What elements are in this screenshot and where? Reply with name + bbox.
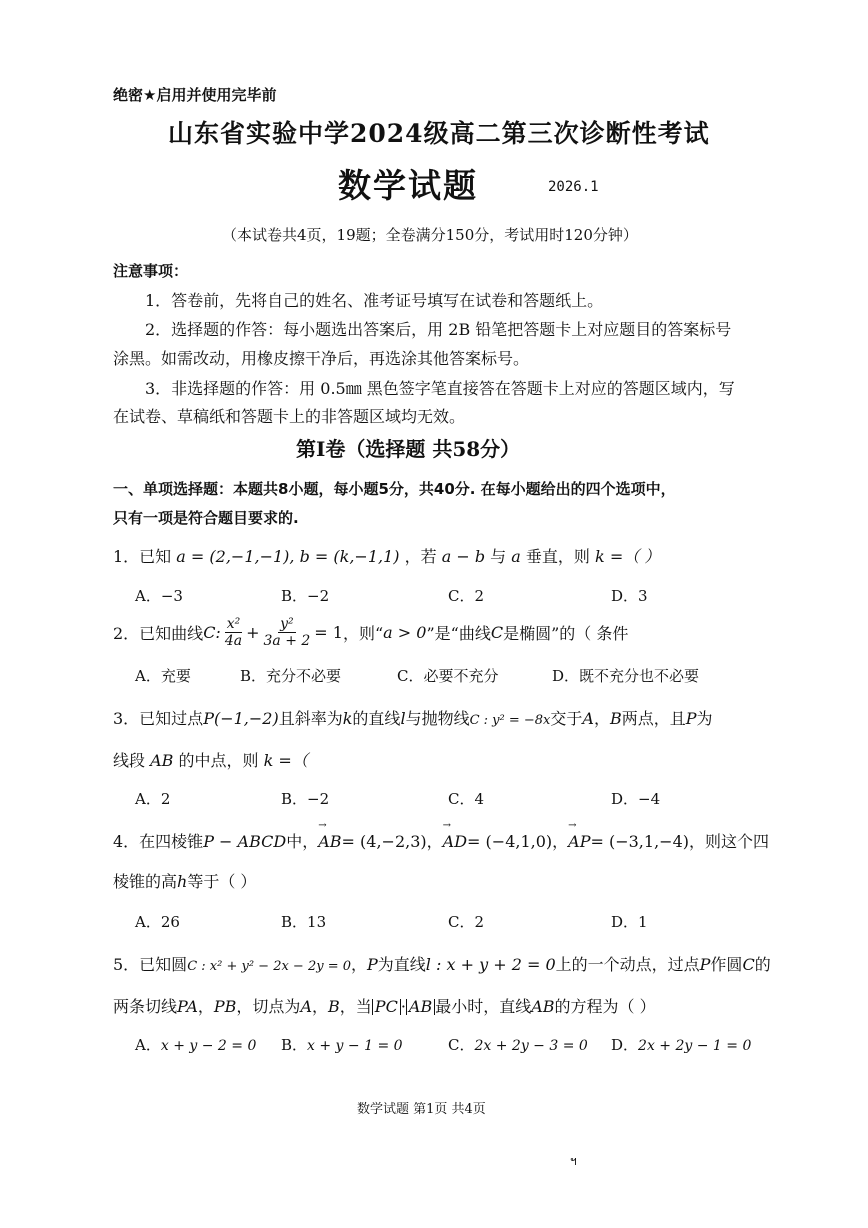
q3-parabola: C : y² = −8x <box>469 713 551 728</box>
q3-slope: k <box>342 709 353 728</box>
q4-pyramid: P − ABCD <box>203 832 287 851</box>
q5-tangent-pa: PA <box>177 997 198 1016</box>
corner-mark: ฯ <box>570 1154 577 1168</box>
q4-text: ，则这个四 <box>688 832 769 851</box>
q5-option-label: C． <box>448 1036 475 1054</box>
subject-title: 数学试题 <box>338 166 478 205</box>
q5-option-label: B． <box>281 1036 308 1054</box>
section-heading: 一、单项选择题：本题共8小题，每小题5分，共40分. 在每小题给出的四个选项中， <box>113 480 676 498</box>
note-item: 3．非选择题的作答：用 0.5㎜ 黑色签字笔直接答在答题卡上对应的答题区域内，写 <box>145 379 735 398</box>
q1-option-d: D．3 <box>611 587 648 605</box>
note-item: 在试卷、草稿纸和答题卡上的非答题区域均无效。 <box>113 407 466 426</box>
q4-text: 4．在四棱锥 <box>113 832 204 851</box>
q3-point-p2: P <box>685 709 697 728</box>
q4-text: ， <box>552 832 569 851</box>
question-5-stem-cont <box>113 994 656 1017</box>
q2-text: ”是“曲线 <box>426 624 491 643</box>
q5-text: ， <box>312 997 329 1016</box>
q1-text: ，若 <box>404 547 437 566</box>
question-4-stem-cont <box>113 869 256 892</box>
q4-vector-value: = (−4,1,0) <box>467 832 553 851</box>
q5-circle-c: C <box>742 955 755 974</box>
question-3-stem-cont <box>113 748 308 771</box>
q5-option-math: 2x + 2y − 1 = 0 <box>638 1038 752 1054</box>
q4-text: 等于（ ） <box>187 872 257 891</box>
question-2-stem <box>113 616 628 649</box>
q3-text: 与抛物线 <box>405 709 470 728</box>
note-item: 1．答卷前，先将自己的姓名、准考证号填写在试卷和答题纸上。 <box>145 291 604 310</box>
q4-vector-ap: → AP <box>568 832 590 851</box>
q3-segment: AB <box>150 751 174 770</box>
q5-text: ，切点为 <box>236 997 301 1016</box>
q4-option-a: A．26 <box>135 913 180 931</box>
q5-text: 的方程为（ ） <box>554 997 656 1016</box>
q5-text: 的 <box>754 955 771 974</box>
q5-text: ， <box>197 997 214 1016</box>
question-5-stem <box>113 952 771 975</box>
q4-text: ， <box>426 832 443 851</box>
q1-text: 1．已知 <box>113 547 172 566</box>
q5-abs-ab: AB <box>406 999 435 1015</box>
q2-option-d: D．既不充分也不必要 <box>552 667 700 685</box>
q3-point-p: P(−1,−2) <box>203 709 279 728</box>
q5-dot: · <box>400 997 406 1016</box>
q3-text: ， <box>593 709 610 728</box>
q3-text: 交于 <box>550 709 583 728</box>
exam-date: 2026.1 <box>548 179 599 195</box>
q5-abs-pc: PC <box>372 999 401 1015</box>
q2-fraction-x <box>223 616 244 649</box>
q5-option-math: x + y − 2 = 0 <box>160 1038 257 1054</box>
q2-plus: + <box>246 623 260 642</box>
q4-option-c: C．2 <box>448 913 485 931</box>
q2-frac-den: 4a <box>224 633 243 649</box>
q5-line-ab: AB <box>531 997 555 1016</box>
question-1-stem <box>113 544 660 567</box>
q4-option-d: D．1 <box>611 913 648 931</box>
q1-text: 垂直，则 <box>525 547 590 566</box>
q3-option-b: B．−2 <box>281 790 330 808</box>
q5-option-a <box>135 1034 256 1055</box>
note-item: 2．选择题的作答：每小题选出答案后，用 2B 铅笔把答题卡上对应题目的答案标号 <box>145 320 732 339</box>
q2-equals: = 1 <box>314 623 343 642</box>
note-item: 涂黑。如需改动，用橡皮擦干净后，再选涂其他答案标号。 <box>113 349 530 368</box>
part-title: 第Ⅰ卷（选择题 共58分） <box>296 437 521 461</box>
q5-option-math: x + y − 1 = 0 <box>307 1038 403 1054</box>
q4-vector-ab: → AB <box>318 832 341 851</box>
q1-answer-blank: k =（ ） <box>595 547 661 566</box>
q5-point-p: P <box>367 955 378 974</box>
q5-point-a: A <box>300 997 312 1016</box>
q1-option-c: C．2 <box>448 587 485 605</box>
q3-point-b: B <box>609 709 622 728</box>
q5-point-p2: P <box>699 955 711 974</box>
question-3-stem <box>113 706 713 729</box>
q2-frac-num: y² <box>280 616 294 632</box>
q3-text: 3．已知过点 <box>113 709 204 728</box>
q3-text: 的直线 <box>352 709 401 728</box>
q2-condition: a > 0 <box>383 623 427 642</box>
q5-text: 上的一个动点，过点 <box>555 955 700 974</box>
q3-point-a: A <box>582 709 594 728</box>
q1-vectors: a = (2,−1,−1), b = (k,−1,1) <box>176 547 400 566</box>
q5-option-d <box>611 1034 751 1055</box>
q4-text: 中， <box>286 832 319 851</box>
q5-point-b: B <box>328 997 340 1016</box>
q5-text: ， <box>351 955 368 974</box>
q2-curve-c: C <box>490 623 504 642</box>
q5-text: 两条切线 <box>113 997 178 1016</box>
q3-option-a: A．2 <box>135 790 171 808</box>
q4-vector-value: = (4,−2,3) <box>341 832 427 851</box>
q3-text: 的中点，则 <box>178 751 259 770</box>
q3-text: 为 <box>696 709 713 728</box>
question-4-stem <box>113 829 769 852</box>
exam-info: （本试卷共4页，19题；全卷满分150分，考试用时120分钟） <box>222 226 638 244</box>
q2-option-a: A．充要 <box>135 667 191 685</box>
q5-text: 为直线 <box>377 955 426 974</box>
q5-circle-eq: C : x² + y² − 2x − 2y = 0 <box>187 959 351 974</box>
q5-line-eq: l : x + y + 2 = 0 <box>425 955 556 974</box>
q3-text: 线段 <box>113 751 146 770</box>
q2-fraction-y <box>262 616 313 649</box>
q1-text: 与 <box>490 547 507 566</box>
q1-vector-diff: a − b <box>441 547 486 566</box>
q5-option-label: D． <box>611 1036 639 1054</box>
q4-vector-value: = (−3,1,−4) <box>590 832 689 851</box>
q3-text: 且斜率为 <box>278 709 343 728</box>
q2-frac-num: x² <box>226 616 241 632</box>
q1-option-a: A．−3 <box>135 587 183 605</box>
page-footer: 数学试题 第1页 共4页 <box>357 1102 486 1117</box>
q5-text: 5．已知圆 <box>113 955 188 974</box>
q4-height-h: h <box>177 872 188 891</box>
q5-text: ，当 <box>339 997 372 1016</box>
q2-text: ，则“ <box>342 624 384 643</box>
q3-option-c: C．4 <box>448 790 485 808</box>
q4-vector-ad: → AD <box>443 832 467 851</box>
section-heading-cont: 只有一项是符合题目要求的. <box>113 509 299 527</box>
q5-text: 最小时，直线 <box>435 997 532 1016</box>
q2-curve-name: C: <box>203 623 221 642</box>
q2-text: 2．已知曲线 <box>113 624 204 643</box>
q5-option-c <box>448 1034 588 1055</box>
q2-option-b: B．充分不必要 <box>240 667 342 685</box>
q3-line-l: l <box>400 709 406 728</box>
school-exam-title: 山东省实验中学2024级高二第三次诊断性考试 <box>168 119 710 148</box>
q5-option-label: A． <box>135 1036 161 1054</box>
q3-option-d: D．−4 <box>611 790 661 808</box>
q5-option-math: 2x + 2y − 3 = 0 <box>474 1038 588 1054</box>
q1-option-b: B．−2 <box>281 587 330 605</box>
confidential-label: 绝密★启用并使用完毕前 <box>113 86 277 104</box>
q5-option-b <box>281 1034 403 1055</box>
q3-answer-blank: k =（ <box>263 751 308 770</box>
q4-text: 棱锥的高 <box>113 872 178 891</box>
q5-tangent-pb: PB <box>213 997 237 1016</box>
q2-option-c: C．必要不充分 <box>397 667 499 685</box>
q4-option-b: B．13 <box>281 913 327 931</box>
q1-vector-a: a <box>511 547 521 566</box>
q2-text: 是椭圆”的（ 条件 <box>503 624 629 643</box>
q2-frac-den: 3a + 2 <box>263 633 311 649</box>
notes-heading: 注意事项： <box>113 262 189 280</box>
q5-text: 作圆 <box>710 955 743 974</box>
q3-text: 两点，且 <box>621 709 686 728</box>
